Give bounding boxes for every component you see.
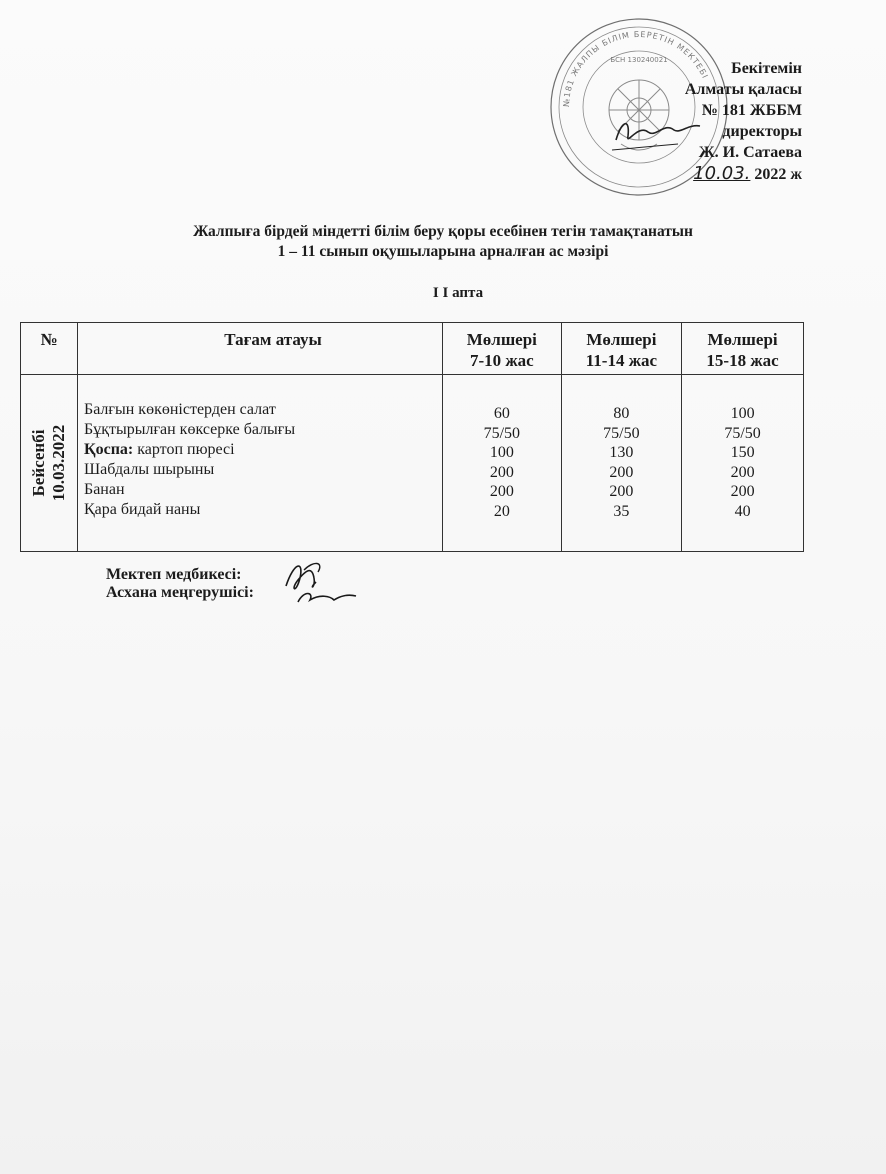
header-age-11-14 [561,323,681,375]
week-label: I I апта [432,285,484,301]
approval-line: Бекітемін [731,60,802,77]
menu-table [20,322,804,552]
handwritten-signature-icon [280,556,360,606]
amount-value: 100 [730,405,755,422]
amount-value: 60 [493,405,510,422]
approval-line: № 181 ЖББМ [701,102,802,119]
amount-value: 75/50 [603,424,640,442]
signature-block [106,566,254,602]
approval-line: Ж. И. Сатаева [698,144,802,161]
approval-date-handwritten: 10.03. [693,163,751,184]
header-age-11-14-line1: Мөлшері [586,330,657,349]
table-row [21,375,804,552]
header-dish: Тағам атауы [78,323,443,375]
dish-item: Банан [84,481,125,498]
canteen-label: Асхана меңгерушісі: [106,584,254,601]
header-age-7-10-line2: 7-10 жас [469,351,534,370]
day-date: 10.03.2022 [49,424,68,502]
amounts-15-18-cell [682,375,804,552]
header-age-7-10 [443,323,562,375]
header-age-15-18-line2: 15-18 жас [706,351,779,370]
day-name: Бейсенбі [29,429,48,497]
amounts-11-14-cell [561,375,681,552]
amount-value: 200 [609,463,634,481]
amount-value: 200 [609,483,634,500]
header-age-11-14-line2: 11-14 жас [585,351,658,370]
dish-item: Балғын көкөністерден салат [84,401,276,418]
approval-date-suffix: 2022 ж [754,166,802,183]
dish-item: Шабдалы шырыны [84,461,215,478]
title-line-2: 1 – 11 сынып оқушыларына арналған ас мәзірі [277,243,609,260]
table-header-row [21,323,804,375]
amount-value: 200 [730,463,755,481]
dish-item: Қара бидай наны [84,501,201,518]
header-age-15-18-line1: Мөлшері [707,330,778,349]
stamp-bin: БСН 130240021 [610,56,668,64]
amounts-7-10-cell [443,375,562,552]
amount-value: 80 [613,405,630,422]
amount-value: 200 [489,463,514,481]
amount-value: 20 [493,502,510,520]
amount-value: 200 [730,483,755,500]
dish-item: Бұқтырылған көксерке балығы [84,421,296,438]
day-label [29,425,69,502]
amount-value: 100 [489,444,514,461]
amount-value: 75/50 [483,424,521,442]
approval-line: директоры [722,123,802,140]
approval-block [685,58,802,185]
amount-value: 35 [613,502,630,520]
amount-value: 40 [734,502,751,520]
stamp-ring-text: №181 ЖАЛПЫ БІЛІМ БЕРЕТІН МЕКТЕБІ [561,29,710,108]
day-cell [21,375,78,552]
title-line-1: Жалпыға бірдей міндетті білім беру қоры есебінен тегін тамақтанатын [193,223,693,240]
amount-value: 200 [489,483,514,500]
amount-value: 75/50 [724,424,761,442]
header-age-15-18 [682,323,804,375]
amount-value: 150 [730,444,755,461]
dish-item: Қоспа: картоп пюресі [84,441,235,458]
approval-date [693,163,802,185]
approval-line: Алматы қаласы [684,81,802,98]
header-age-7-10-line1: Мөлшері [466,330,537,349]
nurse-label: Мектеп медбикесі: [106,566,242,583]
dishes-cell [78,375,443,552]
header-num: № [21,323,78,375]
document-title [0,222,886,262]
amount-value: 130 [609,444,634,461]
